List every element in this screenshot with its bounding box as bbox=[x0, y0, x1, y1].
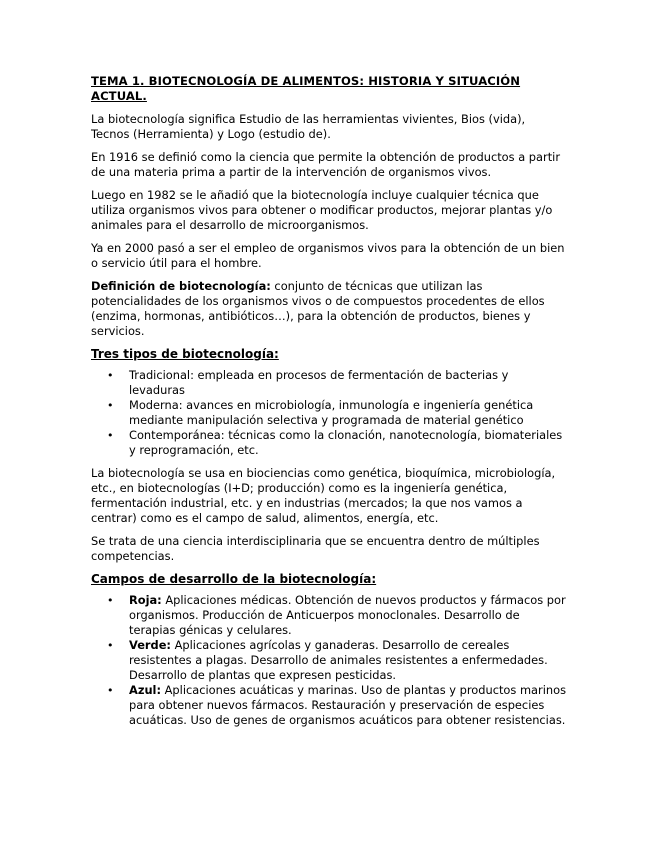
document-title: TEMA 1. BIOTECNOLOGÍA DE ALIMENTOS: HISTORIA Y SITUACIÓN ACTUAL. bbox=[91, 74, 521, 103]
definition-label: Definición de biotecnología: bbox=[91, 279, 271, 293]
fields-list bbox=[91, 593, 567, 728]
list-item: • Roja: Aplicaciones médicas. Obtención de nuevos productos y fármacos por organismos. Producción de Anticuerpos monoclonales. Desarrollo de terapias génicas y celulares. bbox=[107, 593, 566, 637]
document-page bbox=[91, 74, 567, 736]
bullet-icon: • bbox=[107, 594, 114, 607]
bullet-icon: • bbox=[107, 399, 114, 412]
list-item: • Moderna: avances en microbiología, inmunología e ingeniería genética mediante manipulación selectiva y programada de material genético bbox=[107, 398, 534, 427]
bullet-icon: • bbox=[107, 369, 114, 382]
list-item: • Verde: Aplicaciones agrícolas y ganaderas. Desarrollo de cereales resistentes a plagas. Desarrollo de animales resistentes a enfermedades. Desarrollo de plantas que expresen pesticidas. bbox=[107, 638, 548, 682]
paragraph-interdisciplinary: Se trata de una ciencia interdisciplinaria que se encuentra dentro de múltiples competencias. bbox=[91, 534, 540, 563]
types-heading: Tres tipos de biotecnología: bbox=[91, 347, 279, 361]
paragraph-1916: En 1916 se definió como la ciencia que permite la obtención de productos a partir de una materia prima a partir de la intervención de organismos vivos. bbox=[91, 150, 561, 179]
list-item: • Tradicional: empleada en procesos de fermentación de bacterias y levaduras bbox=[107, 368, 509, 397]
paragraph-2000: Ya en 2000 pasó a ser el empleo de organismos vivos para la obtención de un bien o servicio útil para el hombre. bbox=[91, 241, 565, 270]
definition-text: conjunto de técnicas que utilizan las potencialidades de los organismos vivos o de compuestos procedentes de ellos (enzima, hormonas, antibióticos…), para la obtención de productos, bienes y servicios. bbox=[91, 279, 545, 338]
paragraph-definition bbox=[91, 279, 567, 339]
types-list bbox=[91, 368, 567, 458]
paragraph-etymology: La biotecnología significa Estudio de las herramientas vivientes, Bios (vida), Tecnos (Herramienta) y Logo (estudio de). bbox=[91, 112, 526, 141]
paragraph-1982: Luego en 1982 se le añadió que la biotecnología incluye cualquier técnica que utiliza organismos vivos para obtener o modificar productos, mejorar plantas y/o animales para el desarrollo de microorganismos. bbox=[91, 188, 553, 232]
paragraph-applications: La biotecnología se usa en biociencias como genética, bioquímica, microbiología, etc., en biotecnologías (I+D; producción) como es la ingeniería genética, fermentación industrial, etc. y en industrias (mercados; la que nos vamos a centrar) como es el campo de salud, alimentos, energía, etc. bbox=[91, 466, 556, 525]
fields-heading: Campos de desarrollo de la biotecnología: bbox=[91, 572, 377, 586]
list-item: • Contemporánea: técnicas como la clonación, nanotecnología, biomateriales y reprogramación, etc. bbox=[107, 428, 563, 457]
bullet-icon: • bbox=[107, 639, 114, 652]
bullet-icon: • bbox=[107, 429, 114, 442]
list-item: • Azul: Aplicaciones acuáticas y marinas. Uso de plantas y productos marinos para obtener nuevos fármacos. Restauración y preservación de especies acuáticas. Uso de genes de organismos acuáticos para obtener resistencias. bbox=[107, 683, 567, 727]
bullet-icon: • bbox=[107, 684, 114, 697]
